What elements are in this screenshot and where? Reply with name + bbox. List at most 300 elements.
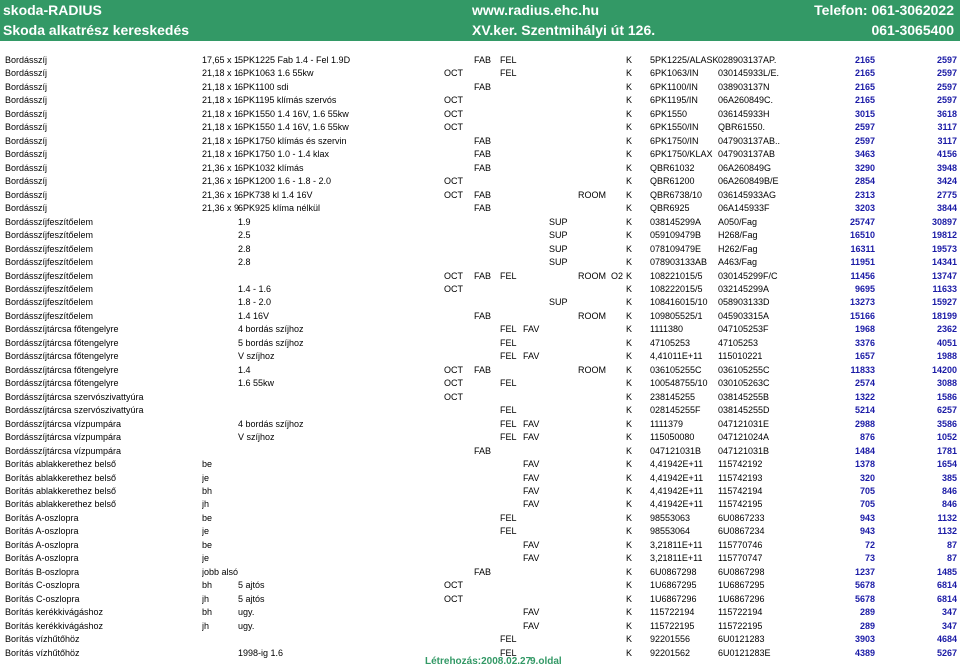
table-row: [0, 310, 960, 323]
cell-description: 6PK1063 1.6 55kw: [238, 68, 314, 79]
cell-stock-flag: K: [626, 432, 633, 443]
cell-model-fab: FAB: [474, 203, 492, 214]
table-row: [0, 552, 960, 565]
cell-net-price: 2574: [854, 378, 875, 389]
cell-part-number: 5PK1225/ALASK: [650, 55, 719, 65]
cell-model-fel: FEL: [500, 55, 517, 65]
cell-part-name: Bordásszíj: [5, 122, 48, 133]
cell-model-oct: OCT: [444, 283, 463, 294]
cell-size: 21,18 x 1: [202, 81, 240, 92]
cell-model-fab: FAB: [474, 149, 492, 160]
cell-net-price: 2165: [854, 95, 875, 106]
cell-gross-price: 3844: [936, 203, 957, 214]
cell-part-number: 4,41942E+11: [650, 499, 704, 510]
cell-size: 21,18 x 1: [202, 122, 240, 133]
cell-model-fel: FEL: [500, 351, 517, 362]
header-divider: [0, 40, 960, 41]
cell-gross-price: 846: [941, 486, 957, 496]
cell-stock-flag: K: [626, 337, 633, 348]
cell-part-number: QBR61032: [650, 162, 695, 173]
cell-stock-flag: K: [626, 270, 633, 281]
cell-part-name: Borítás kerékkivágáshoz: [5, 607, 104, 618]
cell-stock-flag: K: [626, 68, 633, 79]
cell-description: 1998-ig 1.6: [238, 647, 284, 658]
table-row: [0, 593, 960, 606]
table-row: [0, 121, 960, 134]
cell-model-fab: FAB: [474, 135, 492, 146]
cell-oem-number: 115770746: [718, 539, 763, 550]
cell-model-fav: FAV: [523, 351, 540, 362]
cell-size: bh: [202, 580, 213, 591]
cell-model-fel: FEL: [500, 405, 517, 416]
cell-oem-number: 6U0867234: [718, 526, 765, 537]
cell-part-number: 115050080: [650, 432, 695, 443]
cell-size: 21,36 x 9: [202, 203, 240, 214]
cell-model-fab: FAB: [474, 162, 492, 173]
cell-part-number: 115722195: [650, 620, 695, 631]
parts-price-table: [0, 54, 960, 660]
cell-stock-flag: K: [626, 512, 633, 523]
cell-gross-price: 14200: [931, 364, 957, 375]
cell-stock-flag: K: [626, 580, 633, 591]
table-row: [0, 485, 960, 498]
cell-stock-flag: K: [626, 324, 633, 335]
cell-oem-number: 047121031E: [718, 418, 770, 429]
cell-oem-number: 036145933H: [718, 108, 770, 119]
cell-part-number: 1U6867295: [650, 580, 697, 591]
cell-model-sup: SUP: [549, 257, 568, 268]
cell-stock-flag: K: [626, 539, 633, 550]
cell-part-name: Bordásszíjtárcsa főtengelyre: [5, 337, 119, 348]
cell-description: 5 bordás szíjhoz: [238, 337, 304, 348]
website-link[interactable]: www.radius.ehc.hu: [472, 2, 600, 18]
cell-part-number: 6PK1195/IN: [650, 95, 698, 106]
cell-part-name: Bordásszíjfeszítőelem: [5, 230, 94, 241]
table-row: [0, 525, 960, 538]
cell-model-fav: FAV: [523, 432, 540, 443]
cell-oem-number: 047105253F: [718, 324, 769, 335]
page-number: 9.oldal: [530, 656, 562, 667]
cell-model-sup: SUP: [549, 230, 568, 241]
cell-description: 6PK1032 klímás: [238, 162, 304, 173]
cell-model-room: ROOM: [578, 310, 606, 321]
cell-part-name: Borítás A-oszlopra: [5, 512, 79, 523]
cell-stock-flag: K: [626, 405, 633, 416]
cell-oem-number: 1U6867295: [718, 580, 765, 591]
cell-oem-number: 028903137AP.: [718, 55, 777, 65]
cell-net-price: 3290: [854, 162, 875, 173]
cell-part-name: Bordásszíjfeszítőelem: [5, 270, 94, 281]
cell-gross-price: 4684: [936, 634, 957, 645]
cell-part-name: Borítás C-oszlopra: [5, 580, 80, 591]
cell-description: 6PK738 kl 1.4 16V: [238, 189, 313, 200]
cell-model-oct: OCT: [444, 364, 463, 375]
cell-model-fel: FEL: [500, 337, 517, 348]
cell-stock-flag: K: [626, 81, 633, 92]
cell-net-price: 289: [859, 607, 875, 618]
cell-model-fel: FEL: [500, 647, 517, 658]
cell-part-number: 100548755/10: [650, 378, 708, 389]
cell-oem-number: 047121031B: [718, 445, 770, 456]
cell-size: je: [202, 553, 210, 564]
cell-model-fel: FEL: [500, 418, 517, 429]
cell-oem-number: 038145255B: [718, 391, 770, 402]
cell-part-number: 3,21811E+11: [650, 539, 703, 550]
cell-part-name: Borítás ablakkerethez belső: [5, 459, 117, 470]
cell-size: 21,36 x 1: [202, 189, 240, 200]
cell-part-number: 108416015/10: [650, 297, 708, 308]
cell-oem-number: H262/Fag: [718, 243, 758, 254]
cell-stock-flag: K: [626, 553, 633, 564]
cell-stock-flag: K: [626, 216, 633, 227]
cell-net-price: 876: [859, 432, 875, 443]
cell-model-oct: OCT: [444, 378, 463, 389]
cell-net-price: 2854: [854, 176, 875, 187]
cell-description: 4 bordás szíjhoz: [238, 324, 304, 335]
cell-net-price: 15166: [849, 310, 875, 321]
table-row: [0, 512, 960, 525]
cell-net-price: 3203: [854, 203, 875, 214]
cell-size: 21,18 x 1: [202, 95, 240, 106]
cell-model-oct: OCT: [444, 122, 463, 133]
cell-net-price: 1968: [854, 324, 875, 335]
cell-gross-price: 5267: [936, 647, 957, 658]
cell-stock-flag: K: [626, 620, 633, 631]
cell-model-fab: FAB: [474, 310, 492, 321]
cell-size: 21,18 x 1: [202, 68, 240, 79]
cell-description: 5 ajtós: [238, 580, 265, 591]
cell-oem-number: 6U0867233: [718, 512, 765, 523]
cell-oem-number: 6U0121283: [718, 634, 765, 645]
cell-oem-number: 06A145933F: [718, 203, 770, 214]
cell-model-fel: FEL: [500, 270, 517, 281]
cell-gross-price: 2597: [936, 55, 957, 65]
cell-gross-price: 3117: [937, 135, 957, 146]
cell-part-number: 6U0867298: [650, 566, 697, 577]
table-row: [0, 391, 960, 404]
cell-size: 21,36 x 1: [202, 176, 240, 187]
table-row: [0, 162, 960, 175]
cell-part-number: 1U6867296: [650, 593, 697, 604]
table-row: [0, 216, 960, 229]
cell-gross-price: 1586: [936, 391, 957, 402]
cell-oem-number: 036145933AG: [718, 189, 777, 200]
cell-net-price: 320: [859, 472, 875, 483]
table-row: [0, 337, 960, 350]
cell-gross-price: 347: [941, 620, 957, 631]
cell-oem-number: 06A260849G: [718, 162, 772, 173]
cell-net-price: 1657: [854, 351, 875, 362]
cell-net-price: 2597: [854, 122, 875, 133]
cell-model-oct: OCT: [444, 270, 463, 281]
cell-stock-flag: K: [626, 607, 633, 618]
table-row: [0, 243, 960, 256]
cell-model-fel: FEL: [500, 378, 517, 389]
cell-part-number: 108222015/5: [650, 283, 703, 294]
cell-oem-number: 115010221: [718, 351, 763, 362]
cell-stock-flag: K: [626, 499, 633, 510]
cell-part-name: Bordásszíjtárcsa szervószivattyúra: [5, 391, 144, 402]
cell-part-name: Bordásszíjfeszítőelem: [5, 257, 94, 268]
cell-part-name: Bordásszíjfeszítőelem: [5, 216, 94, 227]
cell-model-fav: FAV: [523, 607, 540, 618]
cell-part-number: 4,41011E+11: [650, 351, 703, 362]
cell-net-price: 705: [859, 486, 875, 496]
cell-description: 5 ajtós: [238, 593, 265, 604]
cell-gross-price: 6814: [936, 593, 957, 604]
cell-net-price: 73: [864, 553, 875, 564]
shop-subtitle: Skoda alkatrész kereskedés: [3, 22, 190, 38]
table-row: [0, 633, 960, 646]
cell-description: 1.4: [238, 364, 251, 375]
cell-net-price: 13273: [849, 297, 875, 308]
cell-model-fav: FAV: [523, 486, 540, 496]
cell-gross-price: 19573: [931, 243, 957, 254]
cell-model-fab: FAB: [474, 81, 492, 92]
cell-gross-price: 385: [941, 472, 957, 483]
table-row: [0, 270, 960, 283]
cell-stock-flag: K: [626, 351, 633, 362]
cell-size: be: [202, 512, 213, 523]
table-row: [0, 620, 960, 633]
cell-oem-number: 06A260849B/E: [718, 176, 779, 187]
cell-stock-flag: K: [626, 230, 633, 241]
cell-description: V szíjhoz: [238, 351, 275, 362]
cell-part-number: 4,41942E+11: [650, 459, 704, 470]
header-bar: [0, 0, 960, 20]
cell-stock-flag: K: [626, 162, 633, 173]
cell-part-name: Bordásszíjtárcsa főtengelyre: [5, 351, 119, 362]
cell-description: 6PK925 klíma nélkül: [238, 203, 321, 214]
cell-stock-flag: K: [626, 378, 633, 389]
cell-description: 1.8 - 2.0: [238, 297, 272, 308]
cell-model-oct: OCT: [444, 391, 463, 402]
cell-description: 6PK1200 1.6 - 1.8 - 2.0: [238, 176, 332, 187]
cell-oem-number: 06A260849C.: [718, 95, 774, 106]
cell-stock-flag: K: [626, 95, 633, 106]
cell-stock-flag: K: [626, 486, 633, 496]
cell-model-fab: FAB: [474, 566, 492, 577]
cell-oem-number: 036105255C: [718, 364, 770, 375]
cell-description: 6PK1550 1.4 16V, 1.6 55kw: [238, 108, 349, 119]
cell-part-name: Bordásszíj: [5, 55, 48, 65]
cell-model-fel: FEL: [500, 526, 517, 537]
cell-model-room: ROOM: [578, 189, 606, 200]
cell-description: 2.5: [238, 230, 251, 241]
cell-part-name: Bordásszíj: [5, 149, 48, 160]
cell-stock-flag: K: [626, 593, 633, 604]
cell-stock-flag: K: [626, 257, 633, 268]
cell-model-room: ROOM: [578, 364, 606, 375]
cell-part-name: Bordásszíj: [5, 81, 48, 92]
cell-oem-number: 038145255D: [718, 405, 770, 416]
cell-part-name: Bordásszíjtárcsa szervószivattyúra: [5, 405, 144, 416]
cell-description: 4 bordás szíjhoz: [238, 418, 304, 429]
cell-stock-flag: K: [626, 634, 633, 645]
cell-gross-price: 4156: [936, 149, 957, 160]
cell-model-room: ROOM: [578, 270, 606, 281]
table-row: [0, 458, 960, 471]
cell-gross-price: 6257: [936, 405, 957, 416]
cell-oem-number: 115770747: [718, 553, 763, 564]
cell-model-fav: FAV: [523, 459, 540, 470]
cell-description: 1.4 - 1.6: [238, 283, 272, 294]
cell-model-fel: FEL: [500, 512, 517, 523]
cell-size: je: [202, 526, 210, 537]
table-row: [0, 445, 960, 458]
table-row: [0, 498, 960, 511]
cell-model-sup: SUP: [549, 216, 568, 227]
cell-part-name: Borítás vízhűtőhöz: [5, 647, 80, 658]
cell-description: 2.8: [238, 257, 251, 268]
cell-size: 21,18 x 1: [202, 108, 240, 119]
cell-gross-price: 3424: [936, 176, 957, 187]
cell-gross-price: 11633: [932, 283, 957, 294]
cell-stock-flag: K: [626, 203, 633, 214]
cell-model-sup: SUP: [549, 297, 568, 308]
cell-part-name: Bordásszíjtárcsa vízpumpára: [5, 418, 122, 429]
cell-gross-price: 2597: [936, 81, 957, 92]
cell-gross-price: 3586: [936, 418, 957, 429]
cell-oem-number: 115722195: [718, 620, 763, 631]
cell-stock-flag: K: [626, 135, 633, 146]
cell-size: 21,36 x 1: [202, 162, 240, 173]
cell-stock-flag: K: [626, 297, 633, 308]
cell-description: 6PK1195 klímás szervós: [238, 95, 337, 106]
cell-stock-flag: K: [626, 364, 633, 375]
cell-part-number: 238145255: [650, 391, 696, 402]
table-row: [0, 135, 960, 148]
cell-part-number: 038145299A: [650, 216, 702, 227]
cell-part-name: Bordásszíjtárcsa főtengelyre: [5, 324, 119, 335]
cell-description: 2.8: [238, 243, 251, 254]
cell-gross-price: 1132: [937, 526, 957, 537]
cell-stock-flag: K: [626, 310, 633, 321]
cell-stock-flag: K: [626, 472, 633, 483]
shop-address: XV.ker. Szentmihályi út 126.: [472, 22, 656, 38]
cell-net-price: 16311: [850, 243, 875, 254]
cell-oem-number: 047121024A: [718, 432, 770, 443]
cell-stock-flag: K: [626, 391, 633, 402]
cell-model-fel: FEL: [500, 68, 517, 79]
table-row: [0, 54, 960, 67]
cell-part-number: QBR61200: [650, 176, 695, 187]
table-row: [0, 431, 960, 444]
cell-part-number: 47105253: [650, 337, 691, 348]
cell-stock-flag: K: [626, 418, 633, 429]
cell-part-number: 078903133AB: [650, 257, 708, 268]
cell-net-price: 2165: [854, 68, 875, 79]
cell-part-name: Borítás B-oszlopra: [5, 566, 80, 577]
cell-part-number: 4,41942E+11: [650, 486, 704, 496]
cell-part-name: Bordásszíjfeszítőelem: [5, 283, 94, 294]
cell-part-number: 6PK1550/IN: [650, 122, 699, 133]
cell-net-price: 2165: [854, 81, 875, 92]
cell-model-fav: FAV: [523, 324, 540, 335]
cell-net-price: 705: [859, 499, 875, 510]
cell-part-name: Borítás ablakkerethez belső: [5, 486, 117, 496]
cell-model-fab: FAB: [474, 364, 492, 375]
cell-oem-number: 038903137N: [718, 81, 770, 92]
cell-gross-price: 15927: [931, 297, 957, 308]
cell-part-number: 078109479E: [650, 243, 702, 254]
cell-stock-flag: K: [626, 122, 633, 133]
table-row: [0, 148, 960, 161]
table-row: [0, 539, 960, 552]
cell-size: 21,18 x 1: [202, 135, 240, 146]
cell-gross-price: 2775: [936, 189, 957, 200]
cell-part-number: 1111379: [650, 418, 684, 429]
cell-oem-number: 032145299A: [718, 283, 770, 294]
cell-description: 1.9: [238, 216, 251, 227]
cell-gross-price: 3088: [936, 378, 957, 389]
cell-oem-number: 047903137AB: [718, 149, 776, 160]
cell-net-price: 3903: [854, 634, 875, 645]
cell-part-number: 98553063: [650, 512, 691, 523]
cell-oem-number: H268/Fag: [718, 230, 758, 241]
table-row: [0, 566, 960, 579]
cell-net-price: 1484: [854, 445, 875, 456]
cell-size: jh: [202, 499, 210, 510]
cell-net-price: 5678: [854, 580, 875, 591]
table-row: [0, 189, 960, 202]
table-row: [0, 94, 960, 107]
table-row: [0, 418, 960, 431]
cell-part-number: 3,21811E+11: [650, 553, 703, 564]
cell-oem-number: 115722194: [718, 607, 763, 618]
cell-model-sup: SUP: [549, 243, 568, 254]
cell-part-number: 6PK1063/IN: [650, 68, 699, 79]
cell-model-oct: OCT: [444, 189, 463, 200]
cell-oem-number: 6U0121283E: [718, 647, 771, 658]
cell-gross-price: 3948: [936, 162, 957, 173]
cell-part-name: Borítás ablakkerethez belső: [5, 499, 117, 510]
cell-part-name: Bordásszíj: [5, 135, 48, 146]
cell-part-name: Borítás A-oszlopra: [5, 539, 79, 550]
cell-size: 21,18 x 1: [202, 149, 240, 160]
cell-part-name: Bordásszíj: [5, 203, 48, 214]
cell-part-name: Bordásszíj: [5, 68, 48, 79]
cell-part-name: Borítás C-oszlopra: [5, 593, 80, 604]
cell-gross-price: 14341: [931, 257, 957, 268]
cell-gross-price: 1988: [936, 351, 957, 362]
cell-part-number: 036105255C: [650, 364, 702, 375]
site-name: skoda-RADIUS: [3, 2, 102, 18]
cell-oem-number: 045903315A: [718, 310, 770, 321]
cell-model-fav: FAV: [523, 499, 540, 510]
cell-part-number: 92201562: [650, 647, 691, 658]
phone-number-2: 061-3065400: [871, 22, 954, 38]
table-row: [0, 283, 960, 296]
cell-oem-number: 047903137AB..: [718, 135, 781, 146]
cell-size: be: [202, 459, 213, 470]
table-row: [0, 377, 960, 390]
cell-size: bh: [202, 607, 213, 618]
cell-net-price: 11833: [850, 364, 875, 375]
table-row: [0, 472, 960, 485]
cell-gross-price: 18199: [931, 310, 957, 321]
cell-gross-price: 87: [946, 539, 957, 550]
cell-net-price: 2313: [854, 189, 875, 200]
cell-size: jh: [202, 593, 210, 604]
cell-stock-flag: K: [626, 526, 633, 537]
cell-oem-number: 058903133D: [718, 297, 770, 308]
cell-model-fel: FEL: [500, 324, 517, 335]
cell-net-price: 4389: [854, 647, 875, 658]
cell-net-price: 3376: [854, 337, 875, 348]
cell-net-price: 25747: [849, 216, 875, 227]
cell-part-name: Borítás kerékkivágáshoz: [5, 620, 104, 631]
